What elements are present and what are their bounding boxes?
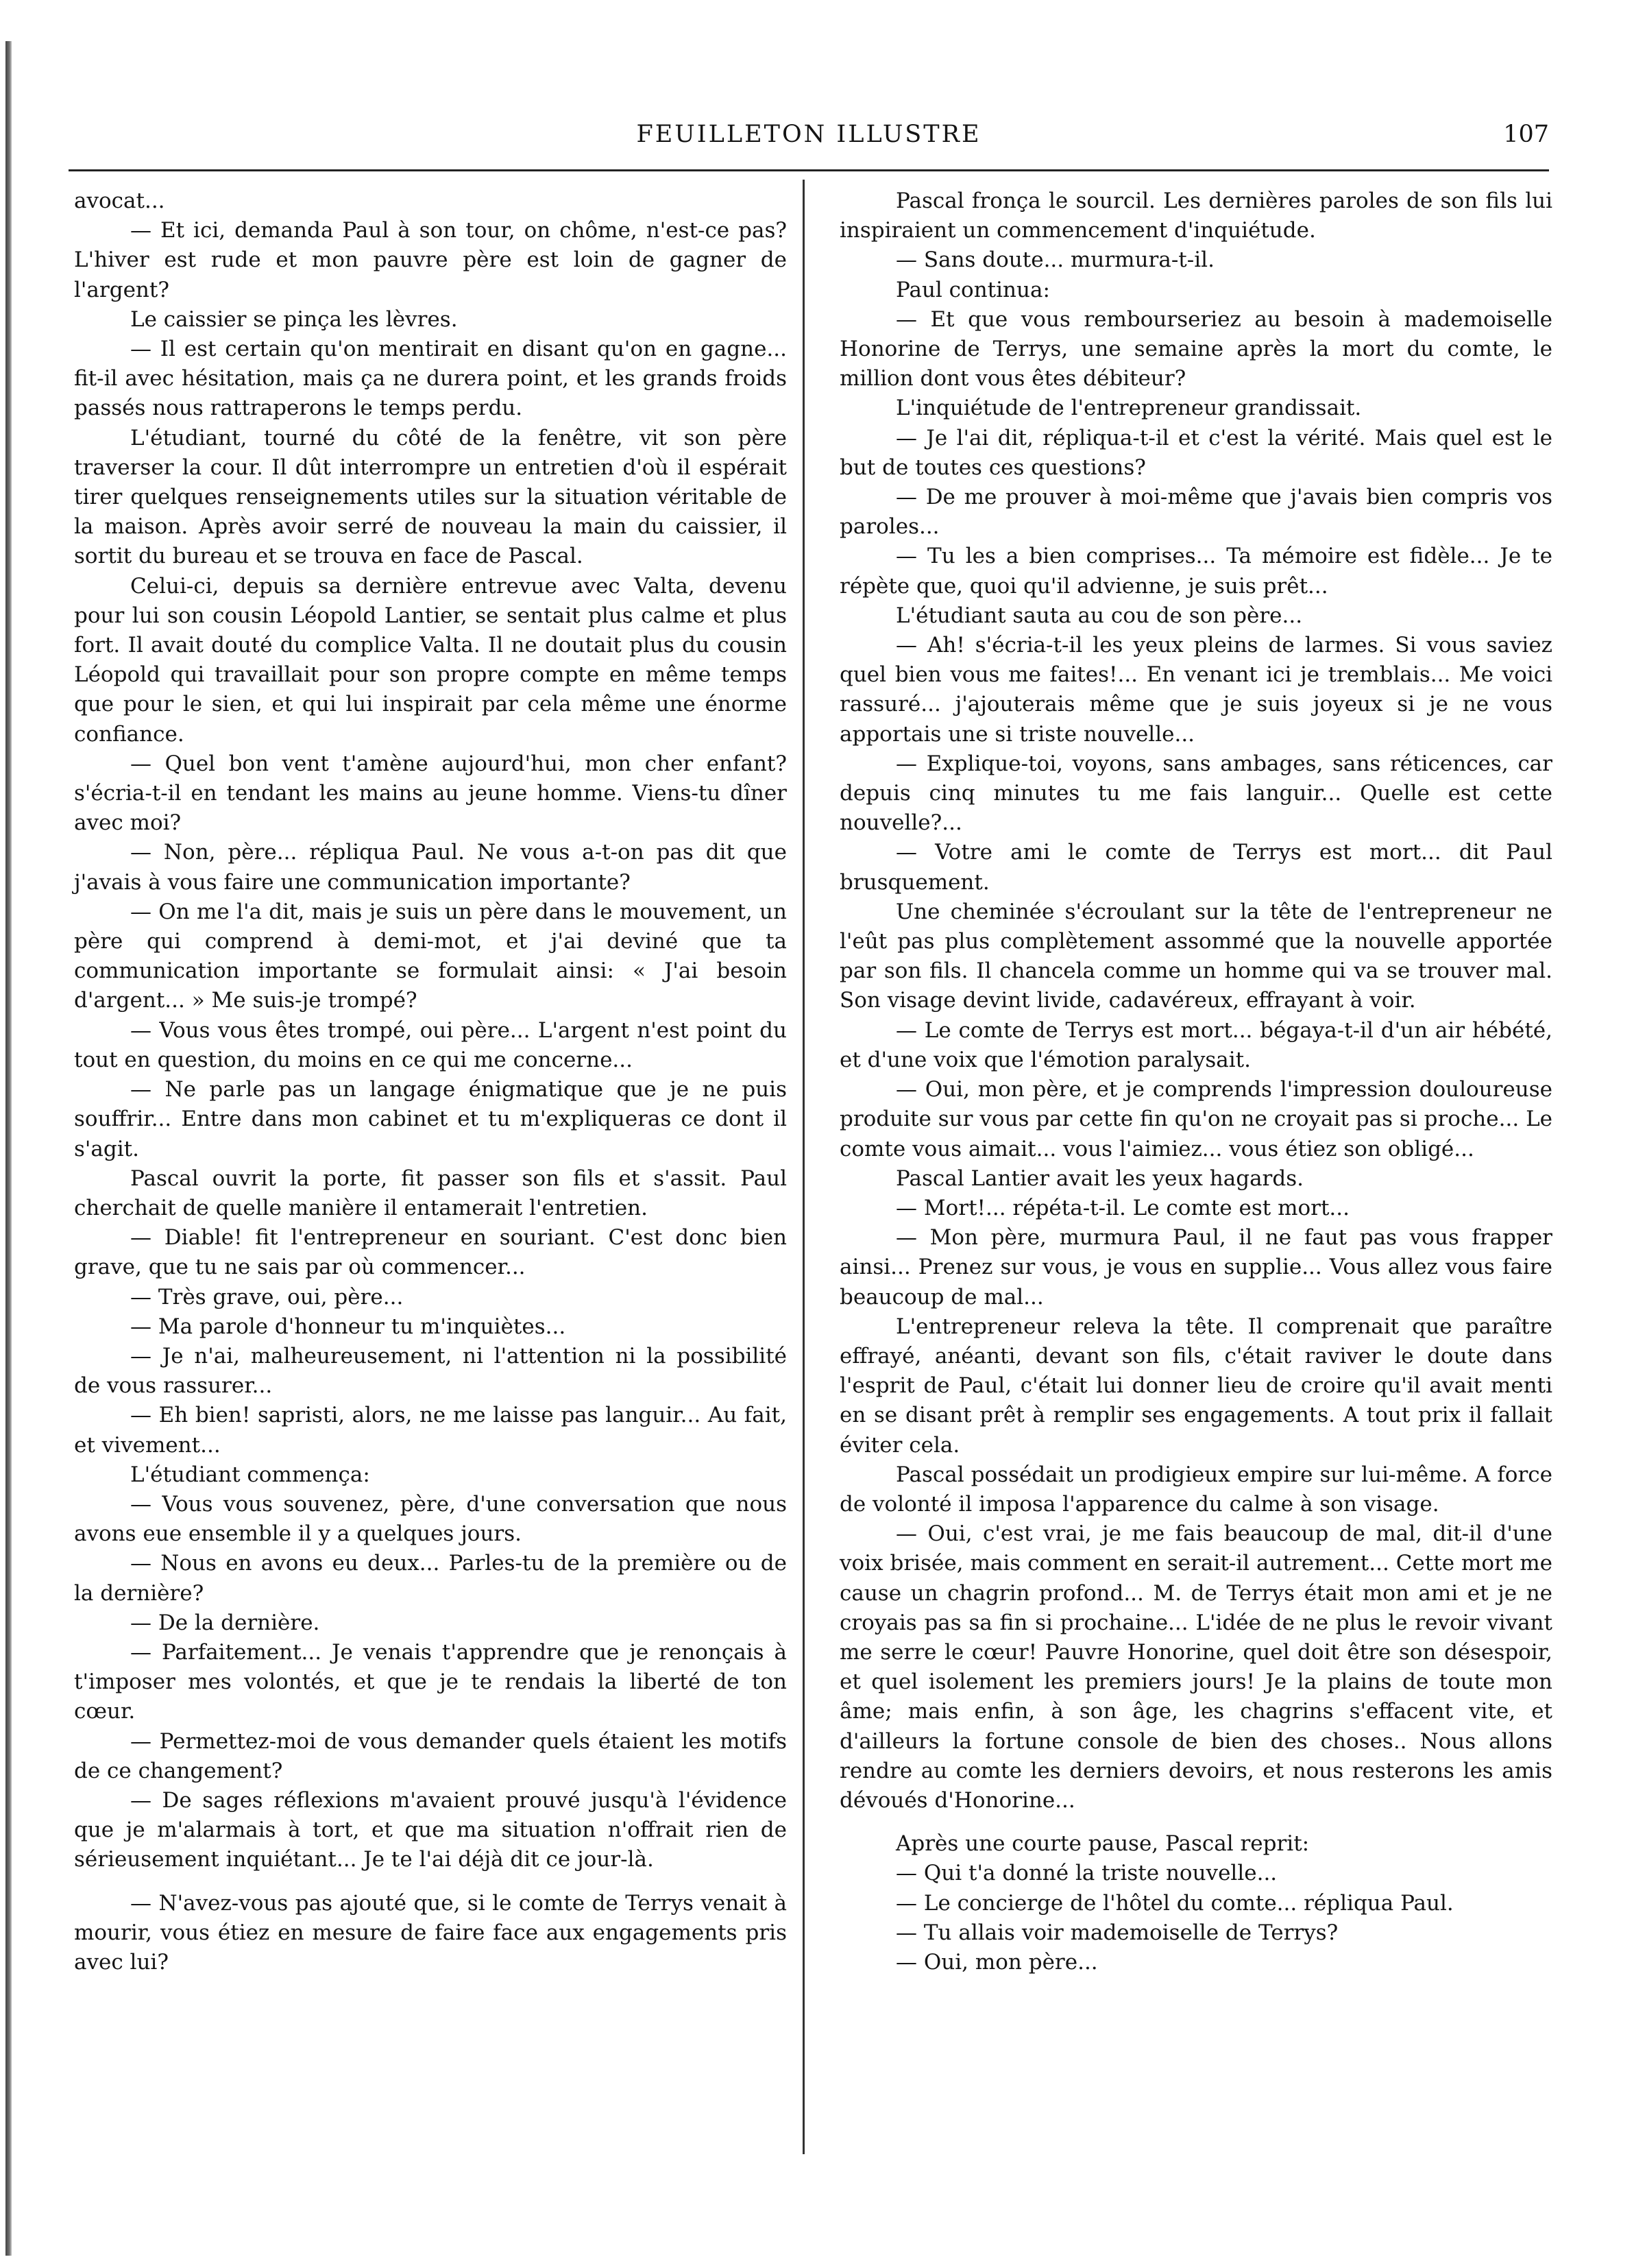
paragraph: — Votre ami le comte de Terrys est mort... dit Paul brusquement. (840, 840, 1552, 895)
paragraph: — Mon père, murmura Paul, il ne faut pas vous frapper ainsi... Prenez sur vous, je vous en supplie... Vous allez vous faire beaucoup de mal... (840, 1225, 1552, 1310)
paragraph: — Tu les a bien comprises... Ta mémoire est fidèle... Je te répète que, quoi qu'il advienne, je suis prêt... (840, 544, 1552, 599)
left-column (74, 186, 787, 1977)
paragraph: — Je l'ai dit, répliqua-t-il et c'est la vérité. Mais quel est le but de toutes ces questions? (840, 425, 1552, 480)
paragraph: — On me l'a dit, mais je suis un père dans le mouvement, un père qui comprend à demi-mot, et j'ai deviné que ta communication importante se formulait ainsi: « J'ai besoin d'argent... » Me suis-je trompé? (74, 899, 787, 1013)
page-number: 107 (1503, 121, 1549, 148)
paragraph: — Diable! fit l'entrepreneur en souriant. C'est donc bien grave, que tu ne sais par où commencer... (74, 1225, 787, 1280)
paragraph: — Parfaitement... Je venais t'apprendre que je renonçais à t'imposer mes volontés, et que je te rendais la liberté de ton cœur. (74, 1639, 787, 1724)
paragraph: — Très grave, oui, père... (130, 1284, 404, 1310)
paragraph: L'étudiant sauta au cou de son père... (896, 603, 1303, 628)
paragraph: — Sans doute... murmura-t-il. (896, 248, 1215, 273)
paragraph: — Quel bon vent t'amène aujourd'hui, mon cher enfant? s'écria-t-il en tendant les mains au jeune homme. Viens-tu dîner avec moi? (74, 751, 787, 836)
page-edge-shadow (5, 41, 12, 2256)
paragraph: — Ne parle pas un langage énigmatique que je ne puis souffrir... Entre dans mon cabinet et tu m'expliqueras ce dont il s'agit. (74, 1077, 787, 1161)
paragraph: — Permettez-moi de vous demander quels étaient les motifs de ce changement? (74, 1728, 787, 1783)
paragraph: L'étudiant, tourné du côté de la fenêtre, vit son père traverser la cour. Il dût interrompre un entretien d'où il espérait tirer quelques renseignements utiles sur la situation véritable de la maison. Après avoir serré de nouveau la main du caissier, il sortit du bureau et se trouva en face de Pascal. (74, 425, 787, 569)
paragraph: Pascal ouvrit la porte, fit passer son fils et s'assit. Paul cherchait de quelle manière il entamerait l'entretien. (74, 1166, 787, 1220)
paragraph: — De sages réflexions m'avaient prouvé jusqu'à l'évidence que je m'alarmais à tort, et que ma situation n'offrait rien de sérieusement inquiétant... Je te l'ai déjà dit ce jour-là. (74, 1787, 787, 1872)
column-divider (803, 180, 805, 2154)
paragraph: — Oui, c'est vrai, je me fais beaucoup de mal, dit-il d'une voix brisée, mais comment en serait-il autrement... Cette mort me cause un chagrin profond... M. de Terrys était mon ami et je ne croyais pas sa fin si prochaine... L'idée de ne plus le revoir vivant me serre le cœur! Pauvre Honorine, quel doit être son désespoir, et quel isolement les premiers jours! Je la plains de toute mon âme; mais enfin, à son âge, les chagrins s'effacent vite, et d'ailleurs la fortune console de bien des choses.. Nous allons rendre au comte les derniers devoirs, et nous resterons les amis dévoués d'Honorine... (840, 1521, 1552, 1813)
paragraph: — Eh bien! sapristi, alors, ne me laisse pas languir... Au fait, et vivement... (74, 1403, 787, 1458)
paragraph: — Qui t'a donné la triste nouvelle... (896, 1861, 1278, 1886)
paragraph: — Et ici, demanda Paul à son tour, on chôme, n'est-ce pas? L'hiver est rude et mon pauvre père est loin de gagner de l'argent? (74, 218, 787, 302)
paragraph: Pascal possédait un prodigieux empire sur lui-même. A force de volonté il imposa l'apparence du calme à son visage. (840, 1462, 1552, 1517)
paragraph: — Oui, mon père, et je comprends l'impression douloureuse produite sur vous par cette fin qu'on ne croyait pas si proche... Le comte vous aimait... vous l'aimiez... vous étiez son obligé... (840, 1077, 1552, 1161)
paragraph: Paul continua: (896, 277, 1050, 302)
paragraph: — Nous en avons eu deux... Parles-tu de la première ou de la dernière? (74, 1551, 787, 1606)
paragraph: — De me prouver à moi-même que j'avais bien compris vos paroles... (840, 485, 1552, 540)
paragraph: — De la dernière. (130, 1610, 320, 1635)
paragraph: avocat... (74, 189, 165, 213)
paragraph: Le caissier se pinça les lèvres. (130, 306, 458, 332)
paragraph: — Oui, mon père... (896, 1949, 1098, 1975)
paragraph: — Ah! s'écria-t-il les yeux pleins de larmes. Si vous saviez quel bien vous me faites!... En venant ici je tremblais... Me voici rassuré... j'ajouterais même que je suis joyeux si je ne vous apportais une si triste nouvelle... (840, 633, 1552, 747)
page-header (69, 117, 1549, 165)
paragraph: — Ma parole d'honneur tu m'inquiètes... (130, 1314, 566, 1339)
paragraph: — Mort!... répéta-t-il. Le comte est mort... (896, 1195, 1350, 1220)
paragraph: — Il est certain qu'on mentirait en disant qu'on en gagne... fit-il avec hésitation, mais ça ne durera point, et les grands froids passés nous rattraperons le temps perdu. (74, 337, 787, 421)
paragraph: — Et que vous rembourseriez au besoin à mademoiselle Honorine de Terrys, une semaine après la mort du comte, le million dont vous êtes débiteur? (840, 306, 1552, 391)
running-title: FEUILLETON ILLUSTRE (636, 121, 981, 148)
paragraph: — N'avez-vous pas ajouté que, si le comte de Terrys venait à mourir, vous étiez en mesure de faire face aux engagements pris avec lui? (74, 1890, 787, 1975)
paragraph: L'étudiant commença: (130, 1462, 370, 1487)
paragraph: — Je n'ai, malheureusement, ni l'attention ni la possibilité de vous rassurer... (74, 1343, 787, 1399)
right-column (840, 186, 1552, 1977)
paragraph: Pascal fronça le sourcil. Les dernières paroles de son fils lui inspiraient un commencement d'inquiétude. (840, 189, 1552, 243)
paragraph: — Vous vous êtes trompé, oui père... L'argent n'est point du tout en question, du moins en ce qui me concerne... (74, 1017, 787, 1072)
header-rule (69, 169, 1549, 171)
paragraph: — Non, père... répliqua Paul. Ne vous a-t-on pas dit que j'avais à vous faire une communication importante? (74, 840, 787, 895)
paragraph: Pascal Lantier avait les yeux hagards. (896, 1166, 1304, 1191)
paragraph: Après une courte pause, Pascal reprit: (896, 1831, 1310, 1857)
paragraph: Celui-ci, depuis sa dernière entrevue avec Valta, devenu pour lui son cousin Léopold Lantier, se sentait plus calme et plus fort. Il avait douté du complice Valta. Il ne doutait plus du cousin Léopold qui travaillait pour son propre compte en même temps que pour le sien, et qui lui inspirait par cela même une énorme confiance. (74, 573, 787, 747)
paragraph: — Le concierge de l'hôtel du comte... répliqua Paul. (896, 1890, 1454, 1916)
paragraph: Une cheminée s'écroulant sur la tête de l'entrepreneur ne l'eût pas plus complètement assommé que la nouvelle apportée par son fils. Il chancela comme un homme qui va se trouver mal. Son visage devint livide, cadavéreux, effrayant à voir. (840, 899, 1552, 1013)
paragraph: — Vous vous souvenez, père, d'une conversation que nous avons eue ensemble il y a quelques jours. (74, 1491, 787, 1547)
paragraph: L'inquiétude de l'entrepreneur grandissait. (896, 396, 1362, 421)
paragraph: — Explique-toi, voyons, sans ambages, sans réticences, car depuis cinq minutes tu me fais languir... Quelle est cette nouvelle?... (840, 751, 1552, 836)
paragraph: — Tu allais voir mademoiselle de Terrys? (896, 1920, 1339, 1945)
paragraph: — Le comte de Terrys est mort... bégaya-t-il d'un air hébété, et d'une voix que l'émotion paralysait. (840, 1017, 1552, 1072)
paragraph: L'entrepreneur releva la tête. Il comprenait que paraître effrayé, anéanti, devant son fils, c'était raviver le doute dans l'esprit de Paul, c'était lui donner lieu de croire qu'il avait menti en se disant prêt à remplir ses engagements. A tout prix il fallait éviter cela. (840, 1314, 1552, 1458)
